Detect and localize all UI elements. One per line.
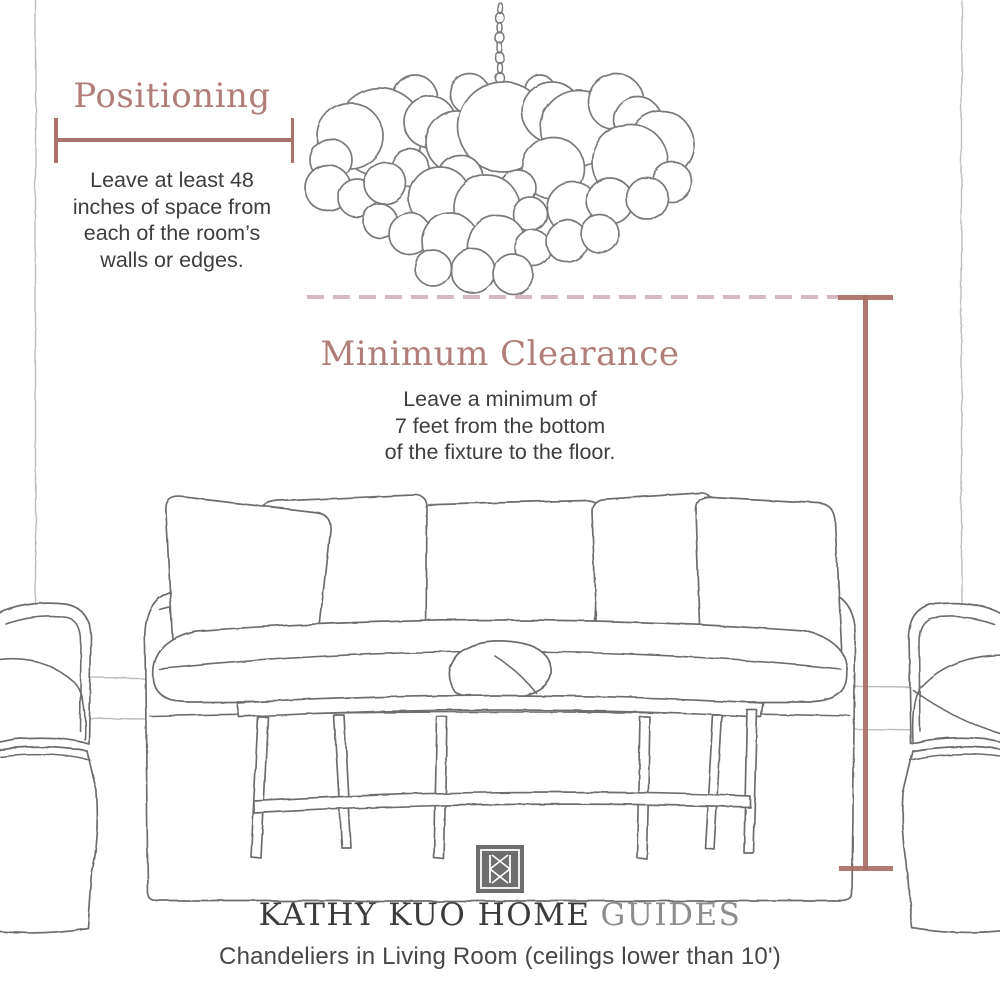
clearance-ruler bbox=[863, 295, 868, 870]
positioning-ruler-right-cap bbox=[291, 118, 295, 163]
positioning-body-line: each of the room’s bbox=[83, 221, 261, 245]
armchair-right-illustration bbox=[902, 603, 1000, 933]
positioning-body-line: walls or edges. bbox=[100, 247, 244, 272]
clearance-body bbox=[300, 386, 700, 466]
clearance-dashed-line bbox=[307, 295, 839, 299]
clearance-body-line: Leave a minimum of bbox=[403, 387, 597, 411]
positioning-body-line: Leave at least 48 bbox=[90, 168, 254, 192]
positioning-ruler bbox=[54, 138, 294, 142]
brand-wordmark bbox=[0, 897, 1000, 933]
brand-suffix: GUIDES bbox=[600, 897, 742, 933]
clearance-ruler-bottom-cap bbox=[839, 866, 893, 871]
positioning-body-line: inches of space from bbox=[72, 194, 272, 219]
clearance-title: Minimum Clearance bbox=[320, 334, 680, 374]
chandelier-chain bbox=[496, 3, 505, 84]
brand-name: KATHY KUO HOME bbox=[258, 897, 591, 933]
bubble-chandelier-illustration bbox=[305, 74, 694, 294]
guide-subtitle: Chandeliers in Living Room (ceilings lower than 10') bbox=[219, 943, 781, 970]
clearance-body-line: 7 feet from the bottom bbox=[394, 413, 606, 438]
positioning-ruler-left-cap bbox=[54, 118, 58, 163]
clearance-ruler-top-cap bbox=[838, 295, 893, 300]
clearance-body-line: of the fixture to the floor. bbox=[384, 440, 616, 464]
positioning-title: Positioning bbox=[73, 76, 271, 116]
armchair-left-illustration bbox=[0, 603, 98, 933]
kathy-kuo-home-monogram-icon bbox=[476, 845, 524, 893]
positioning-body bbox=[30, 167, 314, 273]
